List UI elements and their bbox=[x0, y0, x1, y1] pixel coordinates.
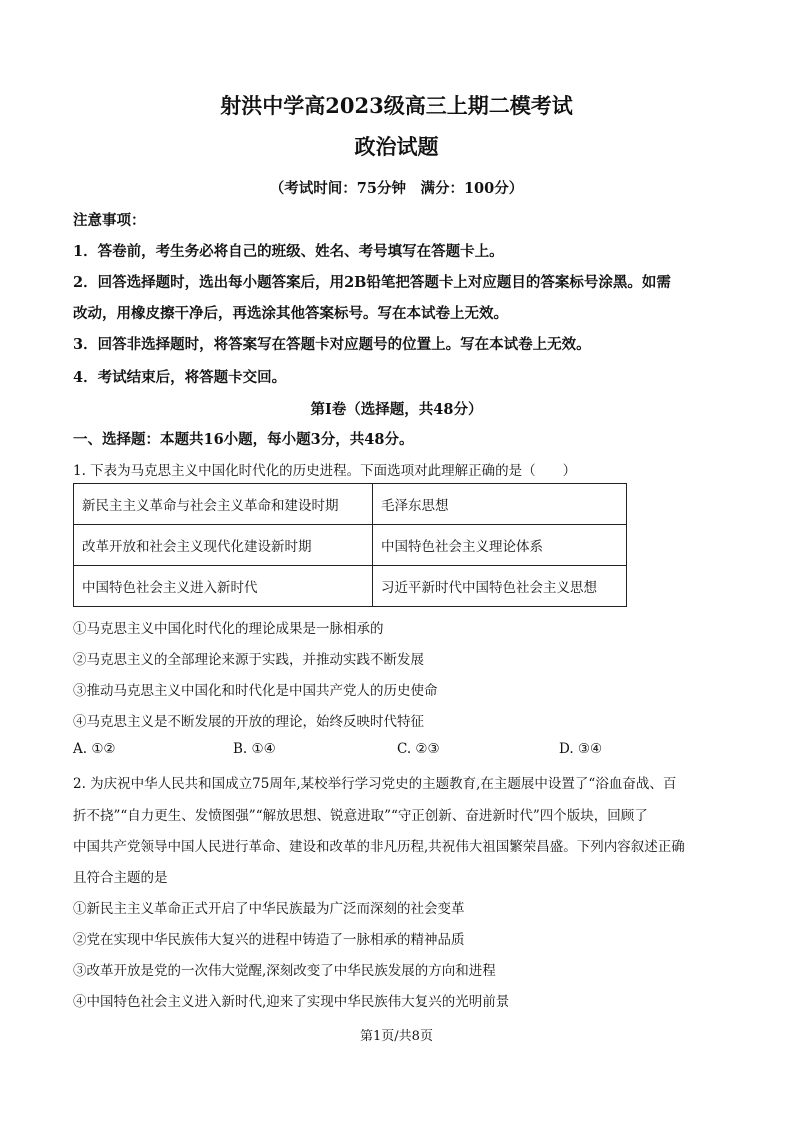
q2-statement: ③改革开放是党的一次伟大觉醒,深刻改变了中华民族发展的方向和进程 bbox=[73, 963, 496, 979]
table-cell: 改革开放和社会主义现代化建设新时期 bbox=[74, 525, 373, 566]
q2-stem-line: 2. 为庆祝中华人民共和国成立75周年,某校举行学习党史的主题教育,在主题展中设置了“浴血奋战、百 bbox=[73, 776, 677, 792]
q1-statement: ②马克思主义的全部理论来源于实践，并推动实践不断发展 bbox=[73, 652, 424, 668]
note-item: 1．答卷前，考生务必将自己的班级、姓名、考号填写在答题卡上。 bbox=[73, 243, 504, 260]
notes-heading: 注意事项： bbox=[73, 212, 146, 229]
table-cell: 中国特色社会主义理论体系 bbox=[373, 525, 627, 566]
note-item: 3．回答非选择题时，将答案写在答题卡对应题号的位置上。写在本试卷上无效。 bbox=[73, 336, 591, 353]
note-item: 2．回答选择题时，选出每小题答案后，用2B铅笔把答题卡上对应题目的答案标号涂黑。如需 bbox=[73, 274, 671, 291]
note-item: 4．考试结束后，将答题卡交回。 bbox=[73, 369, 287, 386]
q2-statement: ②党在实现中华民族伟大复兴的进程中铸造了一脉相承的精神品质 bbox=[73, 932, 465, 948]
q1-statement: ③推动马克思主义中国化和时代化是中国共产党人的历史使命 bbox=[73, 683, 438, 699]
q1-option-c: C. ②③ bbox=[397, 741, 440, 757]
exam-info: （考试时间：75分钟 满分：100分） bbox=[269, 180, 524, 197]
q1-statement: ①马克思主义中国化时代化的理论成果是一脉相承的 bbox=[73, 621, 384, 637]
exam-title: 射洪中学高2023级高三上期二模考试 bbox=[220, 93, 573, 118]
q1-statement: ④马克思主义是不断发展的开放的理论，始终反映时代特征 bbox=[73, 714, 424, 730]
q2-stem-line: 且符合主题的是 bbox=[73, 870, 168, 886]
table-cell: 毛泽东思想 bbox=[373, 484, 627, 525]
note-item: 改动，用橡皮擦干净后，再选涂其他答案标号。写在本试卷上无效。 bbox=[73, 305, 508, 322]
q1-option-a: A. ①② bbox=[73, 741, 116, 757]
q2-statement: ④中国特色社会主义进入新时代,迎来了实现中华民族伟大复兴的光明前景 bbox=[73, 994, 510, 1010]
table-cell: 习近平新时代中国特色社会主义思想 bbox=[373, 566, 627, 607]
table-cell: 新民主主义革命与社会主义革命和建设时期 bbox=[74, 484, 373, 525]
part-heading: 一、选择题：本题共16小题，每小题3分，共48分。 bbox=[73, 431, 414, 448]
q1-stem: 1. 下表为马克思主义中国化时代化的历史进程。下面选项对此理解正确的是（ ） bbox=[73, 463, 577, 479]
table-cell: 中国特色社会主义进入新时代 bbox=[74, 566, 373, 607]
q2-statement: ①新民主主义革命正式开启了中华民族最为广泛而深刻的社会变革 bbox=[73, 901, 465, 917]
q1-table bbox=[73, 483, 627, 607]
page-number: 第1页/共8页 bbox=[360, 1029, 433, 1044]
q1-option-d: D. ③④ bbox=[559, 741, 603, 757]
q1-option-b: B. ①④ bbox=[233, 741, 276, 757]
table-row bbox=[74, 484, 627, 525]
table-row bbox=[74, 566, 627, 607]
q2-stem-line: 折不挠”“自力更生、发愤图强”“解放思想、锐意进取”“守正创新、奋进新时代”四个版块，回顾了 bbox=[73, 808, 648, 824]
q2-stem-line: 中国共产党领导中国人民进行革命、建设和改革的非凡历程,共祝伟大祖国繁荣昌盛。下列内容叙述正确 bbox=[73, 839, 685, 855]
subject-title: 政治试题 bbox=[354, 134, 439, 159]
table-row bbox=[74, 525, 627, 566]
section-title: 第Ⅰ卷（选择题，共48分） bbox=[310, 401, 483, 418]
